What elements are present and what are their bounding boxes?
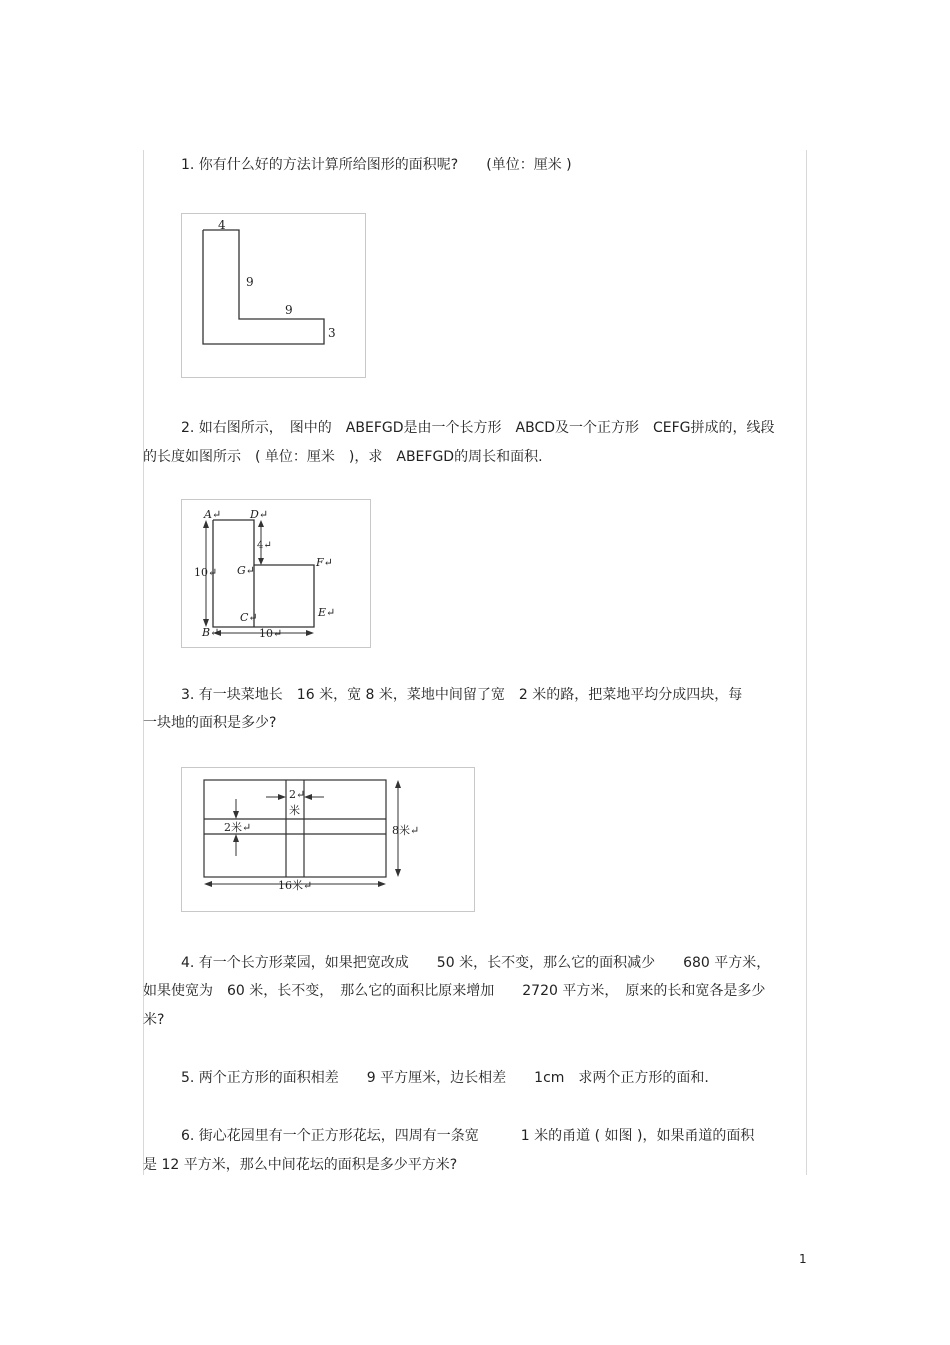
label-c: C↵: [240, 611, 258, 624]
abefgd-diagram: [182, 500, 370, 647]
right-margin-rule: [806, 150, 807, 1175]
question-2-abefgd-figure: [181, 499, 371, 648]
label-right-height: 3: [328, 326, 336, 340]
question-4-text-line-3: 米?: [143, 1012, 165, 1028]
question-2-text-line-1: 2. 如右图所示， 图中的 ABEFGD是由一个长方形 ABCD及一个正方形 CEFG拼成的，线段: [181, 420, 775, 436]
question-5-text: 5. 两个正方形的面积相差 9 平方厘米，边长相差 1cm 求两个正方形的面和.: [181, 1070, 709, 1086]
question-6-text-line-1: 6. 街心花园里有一个正方形花坛，四周有一条宽 1 米的甬道 ( 如图 )，如果甬道的面积: [181, 1128, 755, 1144]
page-number: 1: [799, 1252, 807, 1266]
question-3-vegetable-field-figure: [181, 767, 475, 912]
label-offset: 4↵: [257, 540, 272, 551]
label-f: F↵: [316, 556, 333, 569]
question-2-text-line-2: 的长度如图所示 ( 单位：厘米 )，求 ABEFGD的周长和面积.: [143, 449, 543, 465]
label-g: G↵: [237, 564, 256, 577]
label-b: B↵: [202, 626, 220, 639]
question-1-l-shape-figure: [181, 213, 366, 378]
label-field-length: 16米↵: [278, 879, 313, 892]
question-6-text-line-2: 是 12 平方米，那么中间花坛的面积是多少平方米?: [143, 1157, 458, 1173]
vegetable-field-diagram: [182, 768, 474, 911]
question-3-text-line-2: 一块地的面积是多少?: [143, 715, 277, 731]
label-height: 10↵: [194, 566, 218, 579]
label-vertical-length: 9: [246, 275, 254, 289]
label-left-road-width: 2米↵: [224, 821, 252, 834]
label-a: A↵: [204, 508, 222, 521]
l-shape-diagram: [182, 214, 365, 377]
question-1-text: 1. 你有什么好的方法计算所给图形的面积呢? (单位：厘米 ): [181, 157, 572, 173]
question-4-text-line-1: 4. 有一个长方形菜园，如果把宽改成 50 米，长不变，那么它的面积减少 680 平方米，: [181, 955, 771, 971]
label-horizontal-length: 9: [285, 303, 293, 317]
label-top-road-unit: 米: [289, 804, 300, 817]
label-d: D↵: [250, 508, 269, 521]
label-width: 10↵: [259, 627, 283, 640]
label-top-road-width: 2↵: [289, 788, 306, 801]
label-top-width: 4: [218, 218, 226, 232]
label-e: E↵: [318, 606, 336, 619]
label-field-height: 8米↵: [392, 824, 420, 837]
question-4-text-line-2: 如果使宽为 60 米，长不变， 那么它的面积比原来增加 2720 平方米， 原来的长和宽各是多少: [143, 983, 766, 999]
question-3-text-line-1: 3. 有一块菜地长 16 米，宽 8 米，菜地中间留了宽 2 米的路，把菜地平均分成四块，每: [181, 687, 743, 703]
